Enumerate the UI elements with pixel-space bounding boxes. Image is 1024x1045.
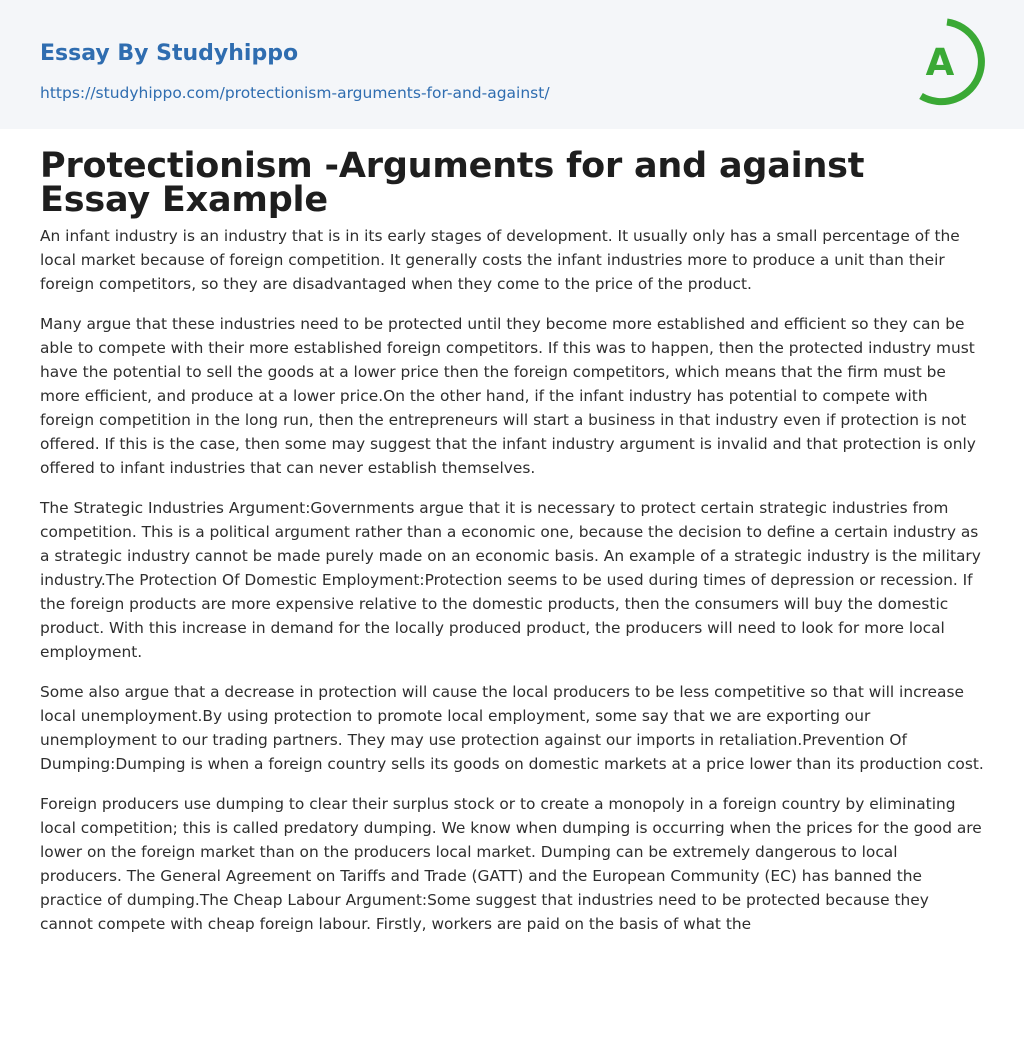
site-header [0, 0, 1024, 129]
page-title: Protectionism -Arguments for and against Essay Example [40, 146, 865, 220]
article [0, 129, 1024, 936]
paragraph-5: Foreign producers use dumping to clear their surplus stock or to create a monopoly in a foreign country by eliminating local competition; this is called predatory dumping. We know when dumping is occurring when the prices for the good are lower on the foreign market than on the producers local market. Dumping can be extremely dangerous to local producers. The General Agreement on Tariffs and Trade (GATT) and the European Community (EC) has banned the practice of dumping.The Cheap Labour Argument:Some suggest that industries need to be protected because they cannot compete with cheap foreign labour. Firstly, workers are paid on the basis of what the [40, 795, 982, 933]
paragraph-1: An infant industry is an industry that is in its early stages of development. It usually only has a small percentage of the local market because of foreign competition. It generally costs the infant industries more to produce a unit than their foreign competitors, so they are disadvantaged when they come to the price of the product. [40, 227, 960, 293]
essay-url-link[interactable]: https://studyhippo.com/protectionism-arguments-for-and-against/ [40, 84, 550, 102]
logo-letter: A [925, 41, 955, 84]
paragraph-4: Some also argue that a decrease in protection will cause the local producers to be less competitive so that will increase local unemployment.By using protection to promote local employment, some say that we are exporting our unemployment to our trading partners. They may use protection against our imports in retaliation.Prevention Of Dumping:Dumping is when a foreign country sells its goods on domestic markets at a price lower than its production cost. [40, 683, 984, 773]
site-brand[interactable]: Essay By Studyhippo [40, 41, 299, 66]
studyhippo-logo-icon[interactable] [907, 18, 991, 106]
paragraph-2: Many argue that these industries need to be protected until they become more established and efficient so they can be able to compete with their more established foreign competitors. If this was to happen, then the protected industry must have the potential to sell the goods at a lower price then the foreign competitors, which means that the firm must be more efficient, and produce at a lower price.On the other hand, if the infant industry has potential to compete with foreign competition in the long run, then the entrepreneurs will start a business in that industry even if protection is not offered. If this is the case, then some may suggest that the infant industry argument is invalid and that protection is only offered to infant industries that can never establish themselves. [40, 315, 976, 477]
paragraph-3: The Strategic Industries Argument:Governments argue that it is necessary to protect certain strategic industries from competition. This is a political argument rather than a economic one, because the decision to define a certain industry as a strategic industry cannot be made purely made on an economic basis. An example of a strategic industry is the military industry.The Protection Of Domestic Employment:Protection seems to be used during times of depression or recession. If the foreign products are more expensive relative to the domestic products, then the consumers will buy the domestic product. With this increase in demand for the locally produced product, the producers will need to look for more local employment. [40, 499, 981, 661]
